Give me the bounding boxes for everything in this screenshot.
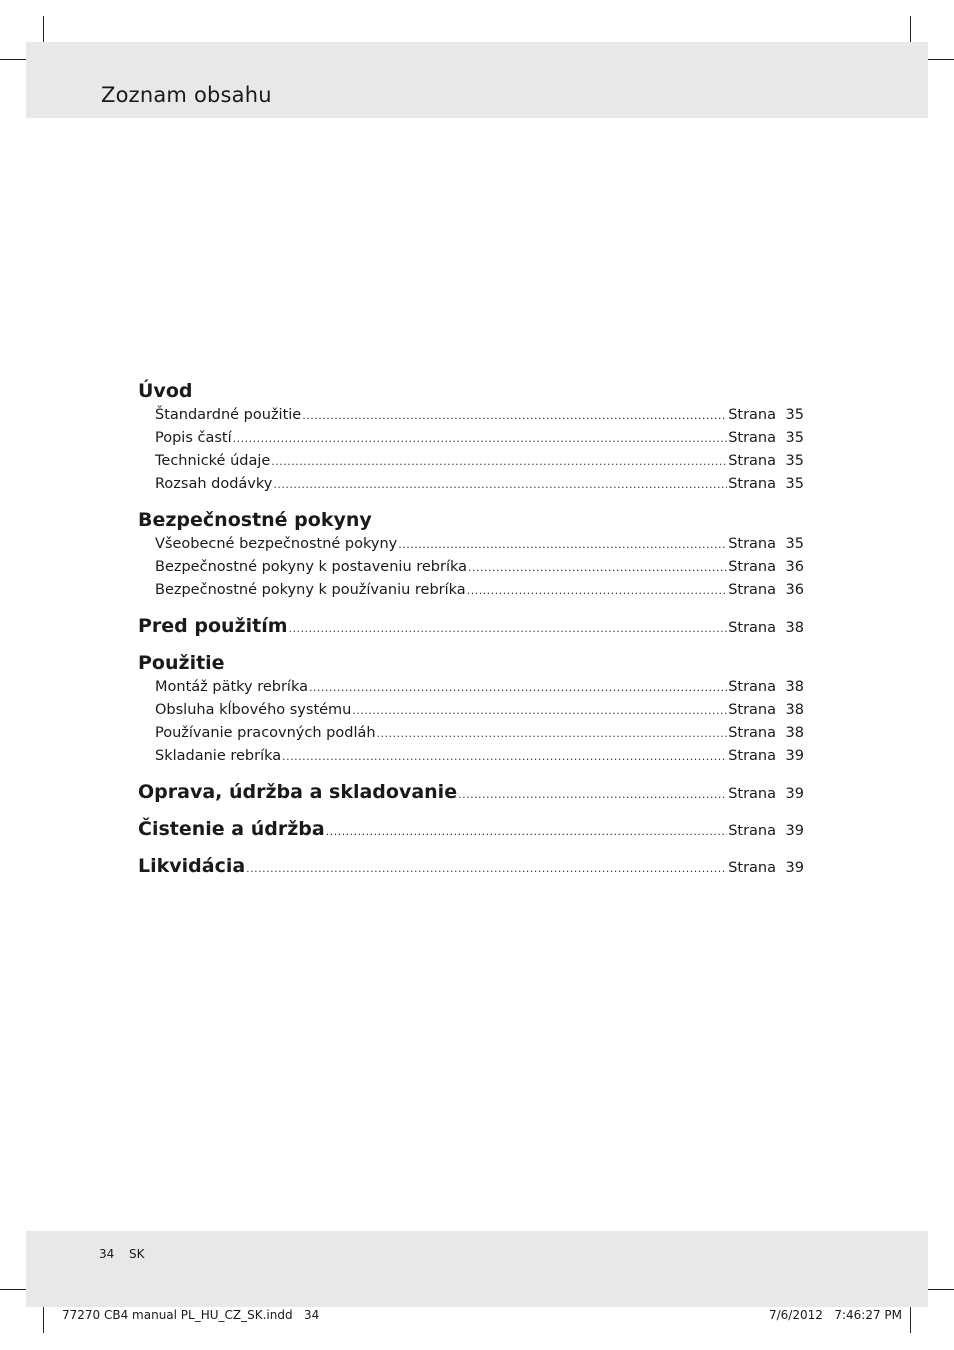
toc-entry-label: Bezpečnostné pokyny k postaveniu rebríka	[155, 559, 468, 575]
toc-section-heading: Úvod	[138, 380, 193, 402]
toc-entry	[138, 676, 804, 699]
leader-dots	[377, 722, 728, 745]
toc-entry-page	[728, 745, 804, 768]
leader-dots	[458, 782, 727, 808]
toc-entry	[138, 579, 804, 602]
toc-section-heading: Bezpečnostné pokyny	[138, 509, 372, 531]
page-title: Zoznam obsahu	[101, 83, 272, 107]
page-prefix: Strana	[728, 725, 776, 741]
toc-entry-label: Skladanie rebríka	[155, 748, 282, 764]
toc-entry-page	[728, 781, 804, 807]
language-code: SK	[129, 1247, 145, 1261]
toc-entry-label: Technické údaje	[155, 453, 271, 469]
toc-entry-page	[728, 818, 804, 844]
crop-mark	[924, 1289, 954, 1290]
toc-section-heading: Likvidácia	[138, 855, 246, 877]
page-number: 35	[785, 476, 804, 492]
toc-entry-label: Bezpečnostné pokyny k používaniu rebríka	[155, 582, 466, 598]
crop-mark	[910, 1303, 911, 1333]
toc-section	[138, 378, 804, 496]
page-number: 38	[785, 679, 804, 695]
toc-entry-page	[728, 676, 804, 699]
toc-heading-entry	[138, 613, 804, 639]
page-prefix: Strana	[728, 536, 776, 552]
toc-entry	[138, 404, 804, 427]
toc-entry-label: Popis častí	[155, 430, 232, 446]
toc-heading-entry	[138, 816, 804, 842]
page-prefix: Strana	[728, 702, 776, 718]
toc-entry-page	[728, 427, 804, 450]
toc-entry	[138, 722, 804, 745]
page-prefix: Strana	[728, 786, 776, 802]
toc-section-heading: Čistenie a údržba	[138, 818, 325, 840]
leader-dots	[289, 616, 728, 642]
toc-entry-label: Obsluha kĺbového systému	[155, 702, 352, 718]
crop-mark	[43, 1303, 44, 1333]
leader-dots	[246, 856, 727, 882]
toc-entry-page	[728, 722, 804, 745]
toc-entry-page	[728, 533, 804, 556]
toc-entry	[138, 556, 804, 579]
page-prefix: Strana	[728, 620, 776, 636]
toc-entry	[138, 533, 804, 556]
leader-dots	[271, 450, 727, 473]
toc-section-heading: Oprava, údržba a skladovanie	[138, 781, 458, 803]
toc-entry-page	[728, 473, 804, 496]
toc-entry	[138, 427, 804, 450]
toc-section	[138, 853, 804, 879]
toc-section	[138, 816, 804, 842]
toc-entry-label: Rozsah dodávky	[155, 476, 273, 492]
leader-dots	[468, 556, 727, 579]
leader-dots	[352, 699, 727, 722]
page-number: 39	[785, 786, 804, 802]
page-prefix: Strana	[728, 407, 776, 423]
leader-dots	[309, 676, 727, 699]
page-prefix: Strana	[728, 453, 776, 469]
toc-entry-page	[728, 579, 804, 602]
toc-entry-page	[728, 450, 804, 473]
page-number: 35	[785, 430, 804, 446]
page-number: 38	[785, 725, 804, 741]
page-prefix: Strana	[728, 430, 776, 446]
leader-dots	[273, 473, 727, 496]
toc-section	[138, 507, 804, 602]
page-number: 39	[785, 823, 804, 839]
table-of-contents	[138, 378, 804, 879]
toc-entry	[138, 699, 804, 722]
toc-entry-label: Montáž pätky rebríka	[155, 679, 308, 695]
toc-entry	[138, 473, 804, 496]
page-prefix: Strana	[728, 860, 776, 876]
slug-file: 77270 CB4 manual PL_HU_CZ_SK.indd 34	[62, 1308, 320, 1322]
page-prefix: Strana	[728, 679, 776, 695]
page-number: 35	[785, 407, 804, 423]
toc-entry-label: Všeobecné bezpečnostné pokyny	[155, 536, 398, 552]
toc-entry-page	[728, 404, 804, 427]
toc-heading-entry	[138, 853, 804, 879]
leader-dots	[398, 533, 727, 556]
page-number: 39	[785, 748, 804, 764]
page-number: 34	[99, 1247, 115, 1261]
toc-section	[138, 613, 804, 639]
leader-dots	[467, 579, 727, 602]
toc-section	[138, 650, 804, 768]
page-prefix: Strana	[728, 559, 776, 575]
leader-dots	[302, 404, 727, 427]
toc-entry	[138, 450, 804, 473]
toc-section	[138, 779, 804, 805]
toc-entry-page	[728, 556, 804, 579]
page-prefix: Strana	[728, 582, 776, 598]
page-prefix: Strana	[728, 476, 776, 492]
leader-dots	[326, 819, 727, 845]
page-number: 36	[785, 559, 804, 575]
page-number: 38	[785, 702, 804, 718]
toc-entry-page	[728, 615, 804, 641]
leader-dots	[282, 745, 727, 768]
footer-band	[26, 1231, 928, 1307]
toc-entry-page	[728, 699, 804, 722]
page-number: 39	[785, 860, 804, 876]
toc-entry	[138, 745, 804, 768]
slug-datetime: 7/6/2012 7:46:27 PM	[768, 1308, 902, 1322]
toc-heading-entry	[138, 779, 804, 805]
toc-section-heading: Pred použitím	[138, 615, 288, 637]
page-number: 35	[785, 453, 804, 469]
leader-dots	[233, 427, 728, 450]
page-number: 36	[785, 582, 804, 598]
toc-entry-page	[728, 855, 804, 881]
toc-section-heading: Použitie	[138, 652, 225, 674]
page-number: 38	[785, 620, 804, 636]
toc-entry-label: Používanie pracovných podláh	[155, 725, 376, 741]
page-number: 35	[785, 536, 804, 552]
page-prefix: Strana	[728, 748, 776, 764]
page-prefix: Strana	[728, 823, 776, 839]
toc-entry-label: Štandardné použitie	[155, 407, 302, 423]
crop-mark	[924, 59, 954, 60]
